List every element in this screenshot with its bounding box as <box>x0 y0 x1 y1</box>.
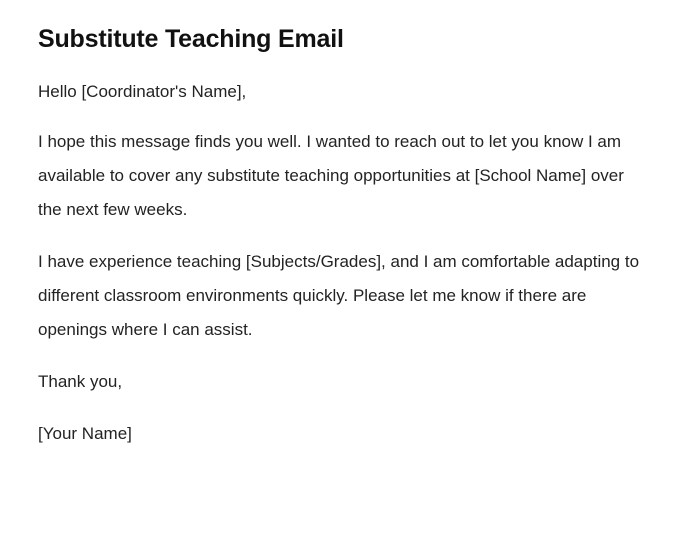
email-greeting: Hello [Coordinator's Name], <box>38 82 247 102</box>
email-closing: Thank you, <box>38 372 123 392</box>
email-body-paragraph-1: I hope this message finds you well. I wanted to reach out to let you know I am available to cover any substitute teaching opportunities at [School Name] over the next few weeks. <box>38 132 624 220</box>
page-title: Substitute Teaching Email <box>38 25 344 53</box>
email-body-paragraph-2: I have experience teaching [Subjects/Grades], and I am comfortable adapting to different classroom environments quickly. Please let me know if there are openings where I can assist. <box>38 252 640 340</box>
email-signature: [Your Name] <box>38 424 132 444</box>
